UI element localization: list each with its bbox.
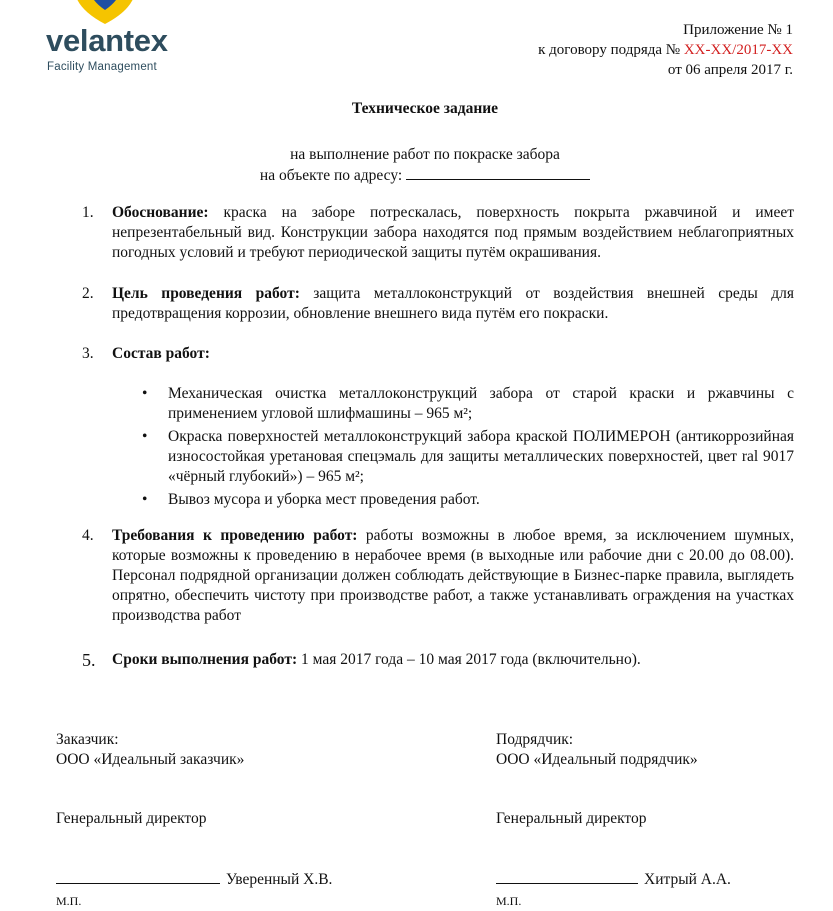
customer-stamp: М.П. — [56, 894, 82, 908]
section-number: 4. — [82, 527, 94, 544]
customer-block — [56, 730, 244, 770]
section-label: Цель проведения работ: — [112, 285, 300, 302]
section-label: Состав работ: — [112, 345, 210, 362]
list-item: • Вывоз мусора и уборка мест проведения работ. — [142, 491, 480, 508]
list-item: • Окраска поверхностей металлоконструкций забора краской ПОЛИМЕРОН (антикоррозийная износостойкая уретановая спецэмаль для защиты металлических поверхностей, цвет ral 9017 «чёрный глубокий») – 965 м²; — [142, 428, 794, 485]
contractor-block — [496, 730, 698, 770]
document-title: Техническое задание — [351, 100, 499, 117]
bullet-icon: • — [142, 491, 148, 508]
customer-role: Заказчик: — [56, 731, 119, 748]
section-number: 1. — [82, 204, 94, 221]
section-purpose — [82, 284, 794, 324]
contractor-position: Генеральный директор — [496, 810, 647, 827]
subtitle-line-1: на выполнение работ по покраске забора — [290, 146, 560, 163]
section-number: 2. — [82, 285, 94, 302]
section-requirements — [82, 526, 794, 626]
customer-org: ООО «Идеальный заказчик» — [56, 751, 245, 768]
contract-number: XX-XX/2017-XX — [683, 42, 793, 58]
list-item: • Механическая очистка металлоконструкций забора от старой краски и ржавчины с применением угловой шлифмашины – 965 м²; — [142, 385, 794, 422]
document-subtitle — [0, 145, 833, 186]
scope-list — [142, 384, 794, 513]
customer-signature — [56, 869, 332, 890]
section-text: работы возможны в любое время, за исключением шумных, которые возможны к проведению в нерабочее время (в выходные или рабочие дни с 20.00 до 08.00). Персонал подрядной организации должен соблюдать действующие в Бизнес-парке правила, выглядеть опрятно, обеспечить чистоту при производстве работ, а также устанавливать ограждения на участках производства работ — [112, 527, 794, 624]
signature-line — [496, 869, 638, 884]
appendix-line-3: от 06 апреля 2017 г. — [667, 62, 793, 78]
logo-tagline: Facility Management — [47, 61, 157, 73]
bullet-icon: • — [142, 385, 148, 402]
bullet-icon: • — [142, 428, 148, 445]
section-label: Требования к проведению работ: — [112, 527, 358, 544]
section-deadlines — [82, 650, 794, 670]
subtitle-line-2: на объекте по адресу: — [0, 165, 833, 186]
section-number: 3. — [82, 345, 94, 362]
appendix-line-1: Приложение № 1 — [683, 22, 793, 38]
section-justification — [82, 203, 794, 263]
section-text: 1 мая 2017 года – 10 мая 2017 года (включительно). — [297, 651, 641, 668]
appendix-header — [538, 20, 793, 80]
section-scope — [82, 344, 794, 364]
signature-line — [56, 869, 220, 884]
customer-position: Генеральный директор — [56, 810, 207, 827]
section-number: 5. — [82, 650, 96, 670]
section-label: Обоснование: — [112, 204, 209, 221]
section-text: краска на заборе потрескалась, поверхность покрыта ржавчиной и имеет непрезентабельный вид. Конструкции забора находятся под прямым воздействием неблагоприятных погодных условий и требуют периодической защиты путём окрашивания. — [112, 204, 794, 261]
address-blank — [406, 165, 590, 180]
contractor-stamp: М.П. — [496, 894, 522, 908]
contractor-role: Подрядчик: — [496, 731, 574, 748]
contractor-org: ООО «Идеальный подрядчик» — [496, 751, 698, 768]
contractor-signer: Хитрый А.А. — [644, 871, 731, 888]
section-text: защита металлоконструкций от воздействия внешней среды для предотвращения коррозии, обновление внешнего вида путём его покраски. — [112, 285, 795, 322]
customer-signer: Уверенный Х.В. — [226, 871, 333, 888]
contractor-signature — [496, 869, 731, 890]
section-label: Сроки выполнения работ: — [112, 651, 298, 668]
appendix-line-2: к договору подряда № XX-XX/2017-XX — [538, 42, 793, 58]
company-logo — [46, 0, 176, 80]
logo-brand: velantex — [46, 23, 168, 58]
